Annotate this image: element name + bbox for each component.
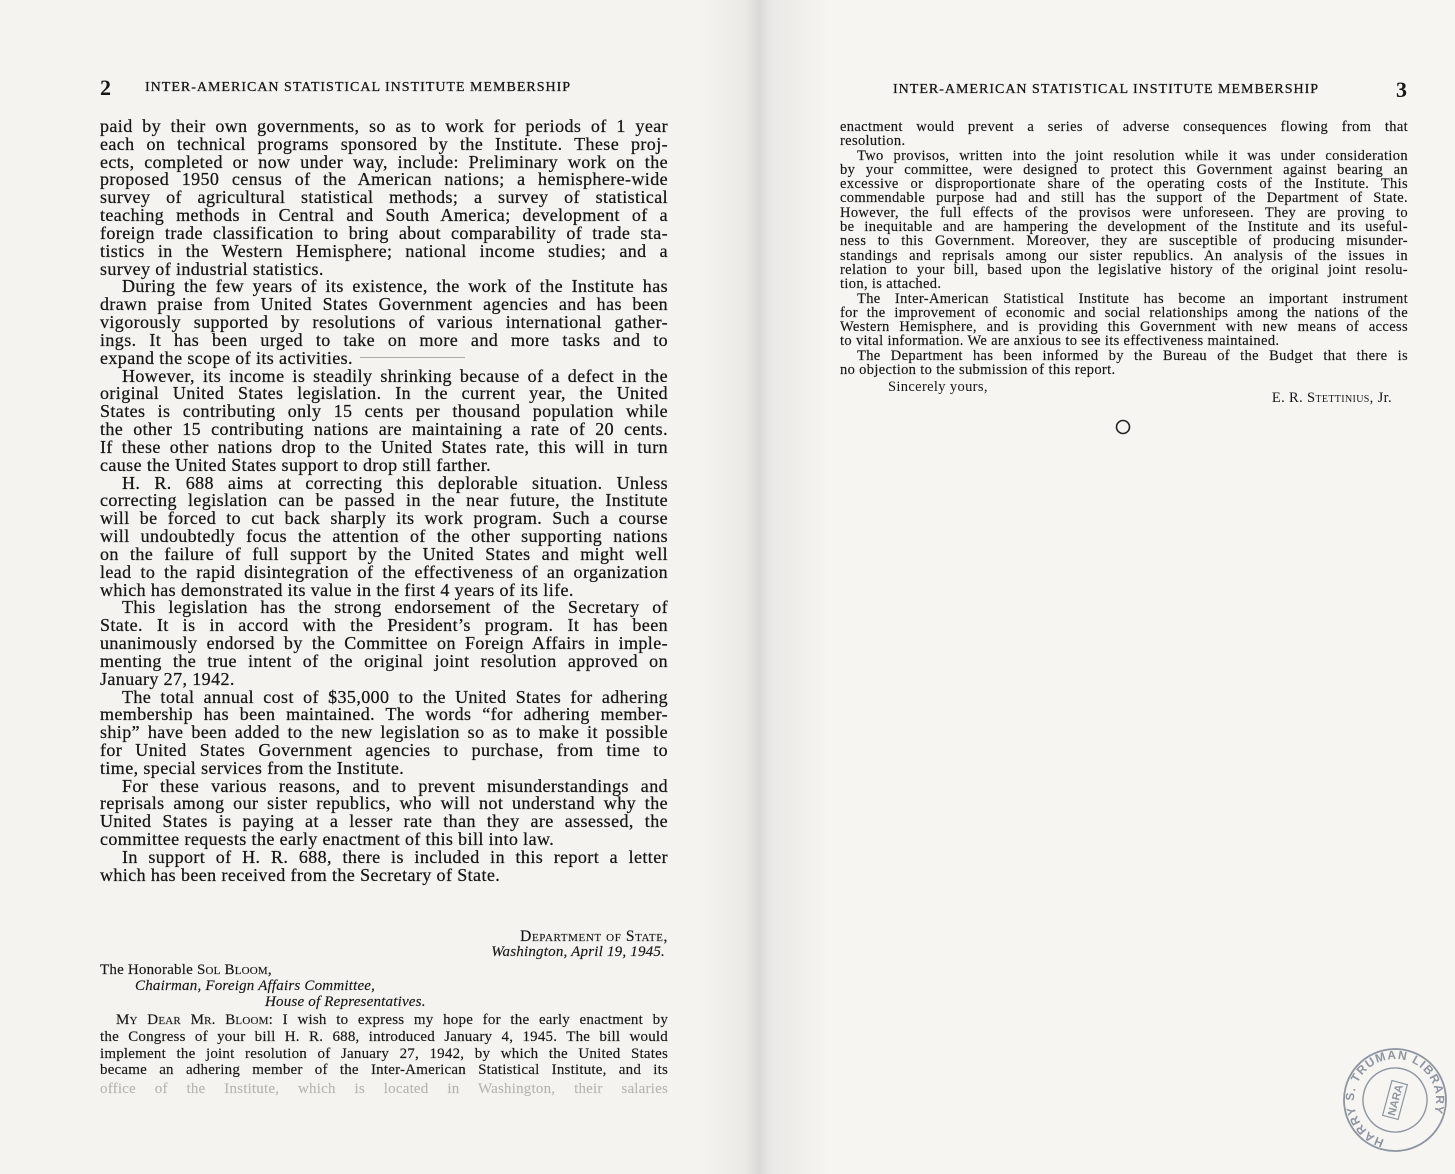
text-line: be inequitable and are hampering the development of the Institute and its useful- [840, 219, 1408, 236]
letter-line-text: I wish to express my hope for the early enactment by [282, 1012, 669, 1028]
text-line: on the failure of full support by the United States and might well [100, 543, 668, 564]
text-line: tistics in the Western Hemisphere; national income studies; and a [100, 240, 668, 261]
right-page-body [840, 120, 1408, 377]
text-line: no objection to the submission of this report. [840, 362, 1116, 379]
text-line: Western Hemisphere, and is providing this Government with new means of access [840, 319, 1408, 336]
text-line: vigorously supported by resolutions of various international gather- [100, 312, 668, 333]
text-line: Two provisos, written into the joint resolution while it was under consideration [857, 147, 1408, 164]
paragraph [100, 472, 668, 600]
signature-suffix: Jr. [1377, 390, 1392, 406]
text-line: correcting legislation can be passed in the near future, the Institute [100, 490, 668, 511]
text-line: The Department has been informed by the Bureau of the Budget that there is [857, 347, 1408, 364]
text-line: expand the scope of its activities. [100, 347, 353, 368]
stamp-center-text: NARA [1386, 1083, 1406, 1118]
text-line: membership has been maintained. The words “for adhering member- [100, 704, 668, 725]
text-line: During the few years of its existence, the work of the Institute has [122, 276, 668, 297]
text-line: reprisals among our sister republics, who will not understand why the [100, 793, 668, 814]
page-number: 2 [100, 75, 111, 100]
paragraph [100, 365, 668, 475]
paragraph [100, 686, 668, 778]
paragraph [100, 775, 668, 850]
text-line: unanimously endorsed by the Committee on Foreign Affairs in imple- [100, 633, 668, 654]
text-line: which has been received from the Secretary of State. [100, 864, 501, 885]
signature-initials: E. R. [1271, 390, 1304, 406]
text-line: resolution. [840, 133, 906, 150]
text-line: for United States Government agencies to purchase, from time to [100, 739, 668, 760]
paragraph [840, 292, 1408, 349]
text-line: which has demonstrated its value in the first 4 years of its life. [100, 579, 574, 600]
running-head: INTER-AMERICAN STATISTICAL INSTITUTE MEMBERSHIP [145, 80, 572, 95]
addressee-title: Chairman, Foreign Affairs Committee, [135, 978, 376, 994]
archive-stamp [1340, 1038, 1450, 1163]
text-line: committee requests the early enactment of this bill into law. [100, 829, 555, 850]
text-line: enactment would prevent a series of adverse consequences flowing from that [840, 119, 1408, 135]
text-line: However, its income is steadily shrinking because of a defect in the [122, 365, 668, 386]
text-line: If these other nations drop to the United States rate, this will in turn [100, 436, 668, 457]
text-line: State. It is in accord with the President’s program. It has been [100, 615, 668, 636]
running-head: INTER-AMERICAN STATISTICAL INSTITUTE MEMBERSHIP [893, 82, 1320, 97]
text-line: teaching methods in Central and South America; development of a [100, 205, 668, 226]
text-line: For these various reasons, and to prevent misunderstandings and [122, 775, 668, 796]
addressee-body: House of Representatives. [265, 994, 426, 1010]
text-line: will undoubtedly focus the attention of the other supporting nations [100, 526, 668, 547]
letter-signature [840, 391, 1392, 405]
left-page-body [100, 118, 668, 885]
text-line: In support of H. R. 688, there is included in this report a letter [122, 846, 668, 867]
paragraph [100, 118, 668, 278]
paragraph [840, 149, 1408, 292]
letter-line: became an adhering member of the Inter-American Statistical Institute, and its [100, 1062, 668, 1078]
letter-faint-line: office of the Institute, which is located in Washington, their salaries [100, 1081, 668, 1097]
text-line: by your committee, were designed to protect this Government against bearing an [840, 161, 1408, 178]
text-line: However, the full effects of the provisos were unforeseen. They are proving to [840, 204, 1408, 221]
text-line: paid by their own governments, so as to work for periods of 1 year [100, 116, 668, 136]
text-line: excessive or disproportionate share of the operating costs of the Institute. This [840, 176, 1408, 193]
text-line: standings and reprisals among our sister republics. An analysis of the issues in [840, 247, 1408, 264]
text-line: will be forced to cut back sharply its work program. Such a course [100, 508, 668, 529]
signature-surname: Stettinius, [1307, 390, 1374, 406]
text-line: proposed 1950 census of the American nations; a hemisphere-wide [100, 169, 668, 190]
text-line: cause the United States support to drop still farther. [100, 454, 492, 475]
page-number: 3 [1396, 77, 1407, 102]
text-line: The total annual cost of $35,000 to the United States for adhering [122, 686, 668, 707]
paragraph [840, 349, 1408, 378]
letter-line [100, 1012, 668, 1029]
pencil-mark [360, 357, 465, 358]
text-line: January 27, 1942. [100, 668, 235, 689]
text-line: The Inter-American Statistical Institute has become an important instrument [857, 290, 1408, 307]
text-line: survey of agricultural statistical methods; a survey of statistical [100, 187, 668, 208]
letter-line: the Congress of your bill H. R. 688, introduced January 4, 1945. The bill would [100, 1029, 668, 1045]
paragraph [100, 846, 668, 885]
paragraph [840, 120, 1408, 149]
text-line: to vital information. We are anxious to see its effectiveness maintained. [840, 333, 1280, 350]
text-line: This legislation has the strong endorsement of the Secretary of [122, 597, 668, 618]
text-line: United States is paying at a lesser rate than they are assessed, the [100, 811, 668, 832]
text-line: menting the true intent of the original joint resolution approved on [100, 650, 668, 671]
text-line: original United States legislation. In the current year, the United [100, 383, 668, 404]
paragraph [100, 278, 668, 367]
text-line: States is contributing only 15 cents per thousand population while [100, 401, 668, 422]
page-fold-shadow [700, 0, 830, 1174]
text-line: foreign trade classification to bring about comparability of trade sta- [100, 222, 668, 243]
letter-line: implement the joint resolution of January 27, 1942, by which the United States [100, 1046, 668, 1062]
text-line: for the improvement of economic and social relationships among the nations of the [840, 304, 1408, 321]
text-line: lead to the rapid disintegration of the effectiveness of an organization [100, 561, 668, 582]
text-line: relation to your bill, based upon the legislative history of the original joint resolu- [840, 261, 1408, 278]
punch-hole-mark [1114, 418, 1132, 436]
text-line: ings. It has been urged to take on more and more tasks and to [100, 329, 668, 350]
text-line: time, special services from the Institute. [100, 757, 405, 778]
text-line: tion, is attached. [840, 276, 942, 293]
letter-sender: Department of State, [520, 928, 668, 945]
paragraph [100, 599, 668, 688]
text-line: ship” have been added to the new legislation so as to make it possible [100, 722, 668, 743]
text-line: each on technical programs sponsored by the Institute. These proj- [100, 133, 668, 154]
text-line: drawn praise from United States Government agencies and has been [100, 294, 668, 315]
text-line: H. R. 688 aims at correcting this deplorable situation. Unless [122, 472, 668, 493]
text-line: ects, completed or now under way, include: Preliminary work on the [100, 151, 668, 172]
text-line: commendable purpose had and still has the support of the Department of State. [840, 190, 1408, 207]
letter-salutation: My Dear Mr. Bloom: [116, 1012, 273, 1028]
addressee-name: Sol Bloom, [196, 962, 272, 978]
stamp-ring-text: HARRY S. TRUMAN LIBRARY [1342, 1047, 1448, 1151]
text-line: ness to this Government. Moreover, they are susceptible of producing misunder- [840, 233, 1408, 250]
letter-addressee [100, 962, 668, 979]
letter-closing: Sincerely yours, [888, 379, 988, 395]
text-line: survey of industrial statistics. [100, 258, 324, 279]
text-line: the other 15 contributing nations are maintaining a rate of 20 cents. [100, 419, 668, 440]
letter-dateline: Washington, April 19, 1945. [491, 944, 665, 960]
addressee-prefix: The Honorable [100, 962, 193, 978]
